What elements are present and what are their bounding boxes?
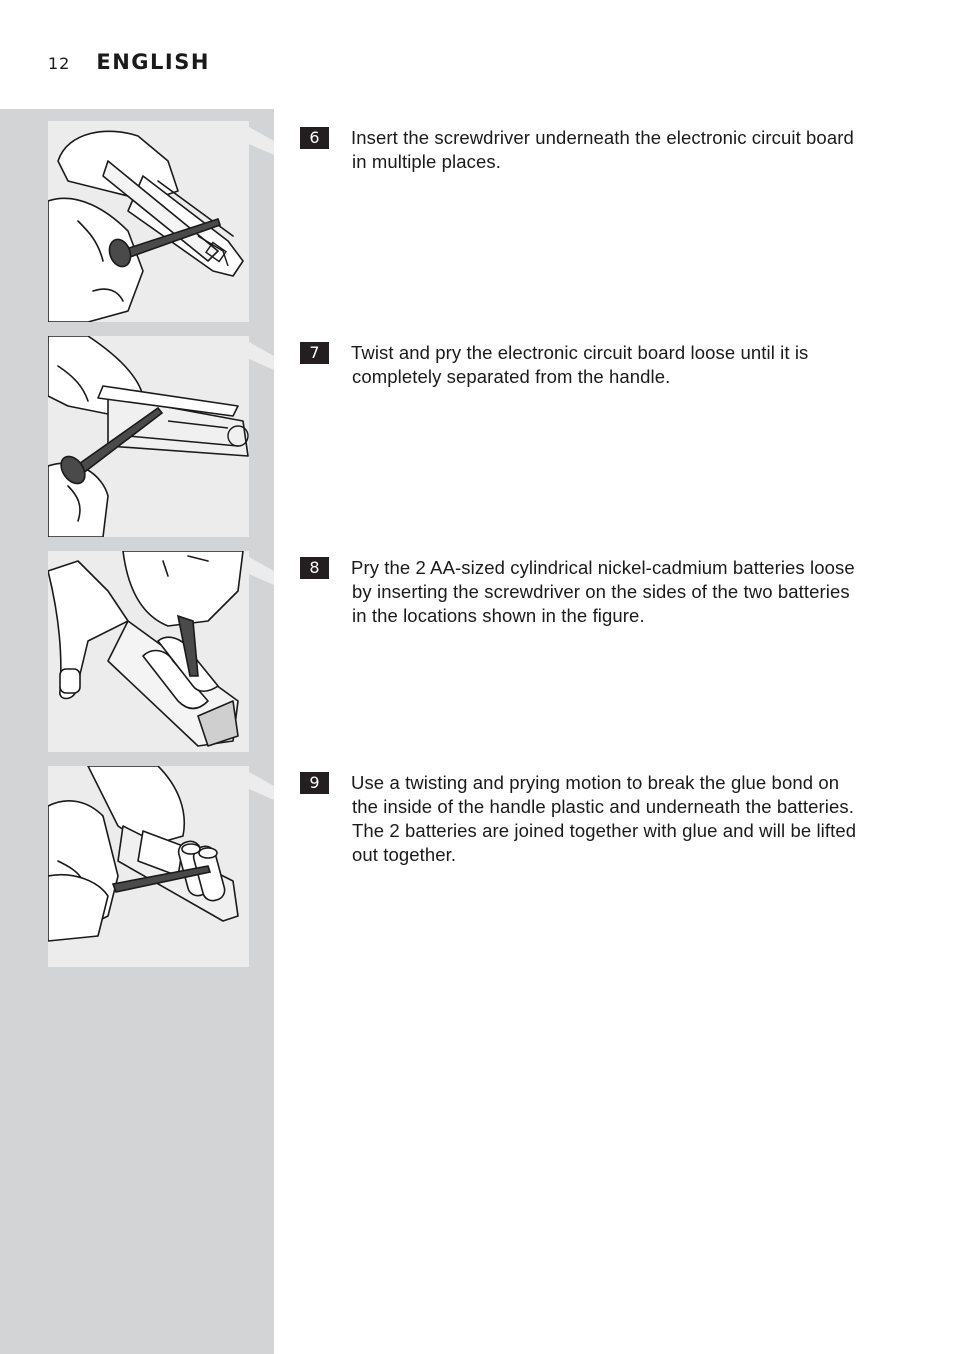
instruction-line: Insert the screwdriver underneath the electronic circuit board xyxy=(351,127,854,148)
screwdriver-under-board-illustration xyxy=(48,121,249,322)
pry-batteries-illustration xyxy=(48,551,249,752)
step-6-illustration xyxy=(48,121,249,322)
instruction-line: out together. xyxy=(352,844,457,865)
step-instruction xyxy=(351,126,911,174)
instruction-line: completely separated from the handle. xyxy=(352,366,671,387)
step-8-illustration xyxy=(48,551,249,752)
page-number: 12 xyxy=(48,54,71,73)
step-instruction xyxy=(351,341,911,389)
instruction-line: in the locations shown in the figure. xyxy=(352,605,645,626)
step-8 xyxy=(0,551,954,752)
instruction-line: Pry the 2 AA-sized cylindrical nickel-cadmium batteries loose xyxy=(351,557,855,578)
step-instruction xyxy=(351,771,911,867)
instruction-line: by inserting the screwdriver on the sides of the two batteries xyxy=(352,581,850,602)
instruction-line: The 2 batteries are joined together with glue and will be lifted xyxy=(352,820,857,841)
step-instruction xyxy=(351,556,911,628)
step-9 xyxy=(0,766,954,967)
step-9-illustration xyxy=(48,766,249,967)
step-6 xyxy=(0,121,954,322)
step-number-badge: 7 xyxy=(300,342,329,364)
lift-batteries-illustration xyxy=(48,766,249,967)
step-number-badge: 8 xyxy=(300,557,329,579)
instruction-line: Twist and pry the electronic circuit board loose until it is xyxy=(351,342,809,363)
instruction-line: Use a twisting and prying motion to break the glue bond on xyxy=(351,772,840,793)
step-7-illustration xyxy=(48,336,249,537)
instruction-line: in multiple places. xyxy=(352,151,501,172)
step-7 xyxy=(0,336,954,537)
step-number-badge: 6 xyxy=(300,127,329,149)
page-header xyxy=(48,50,210,80)
instruction-line: the inside of the handle plastic and underneath the batteries. xyxy=(352,796,854,817)
pry-board-loose-illustration xyxy=(48,336,249,537)
step-number-badge: 9 xyxy=(300,772,329,794)
page-language: ENGLISH xyxy=(96,50,210,74)
